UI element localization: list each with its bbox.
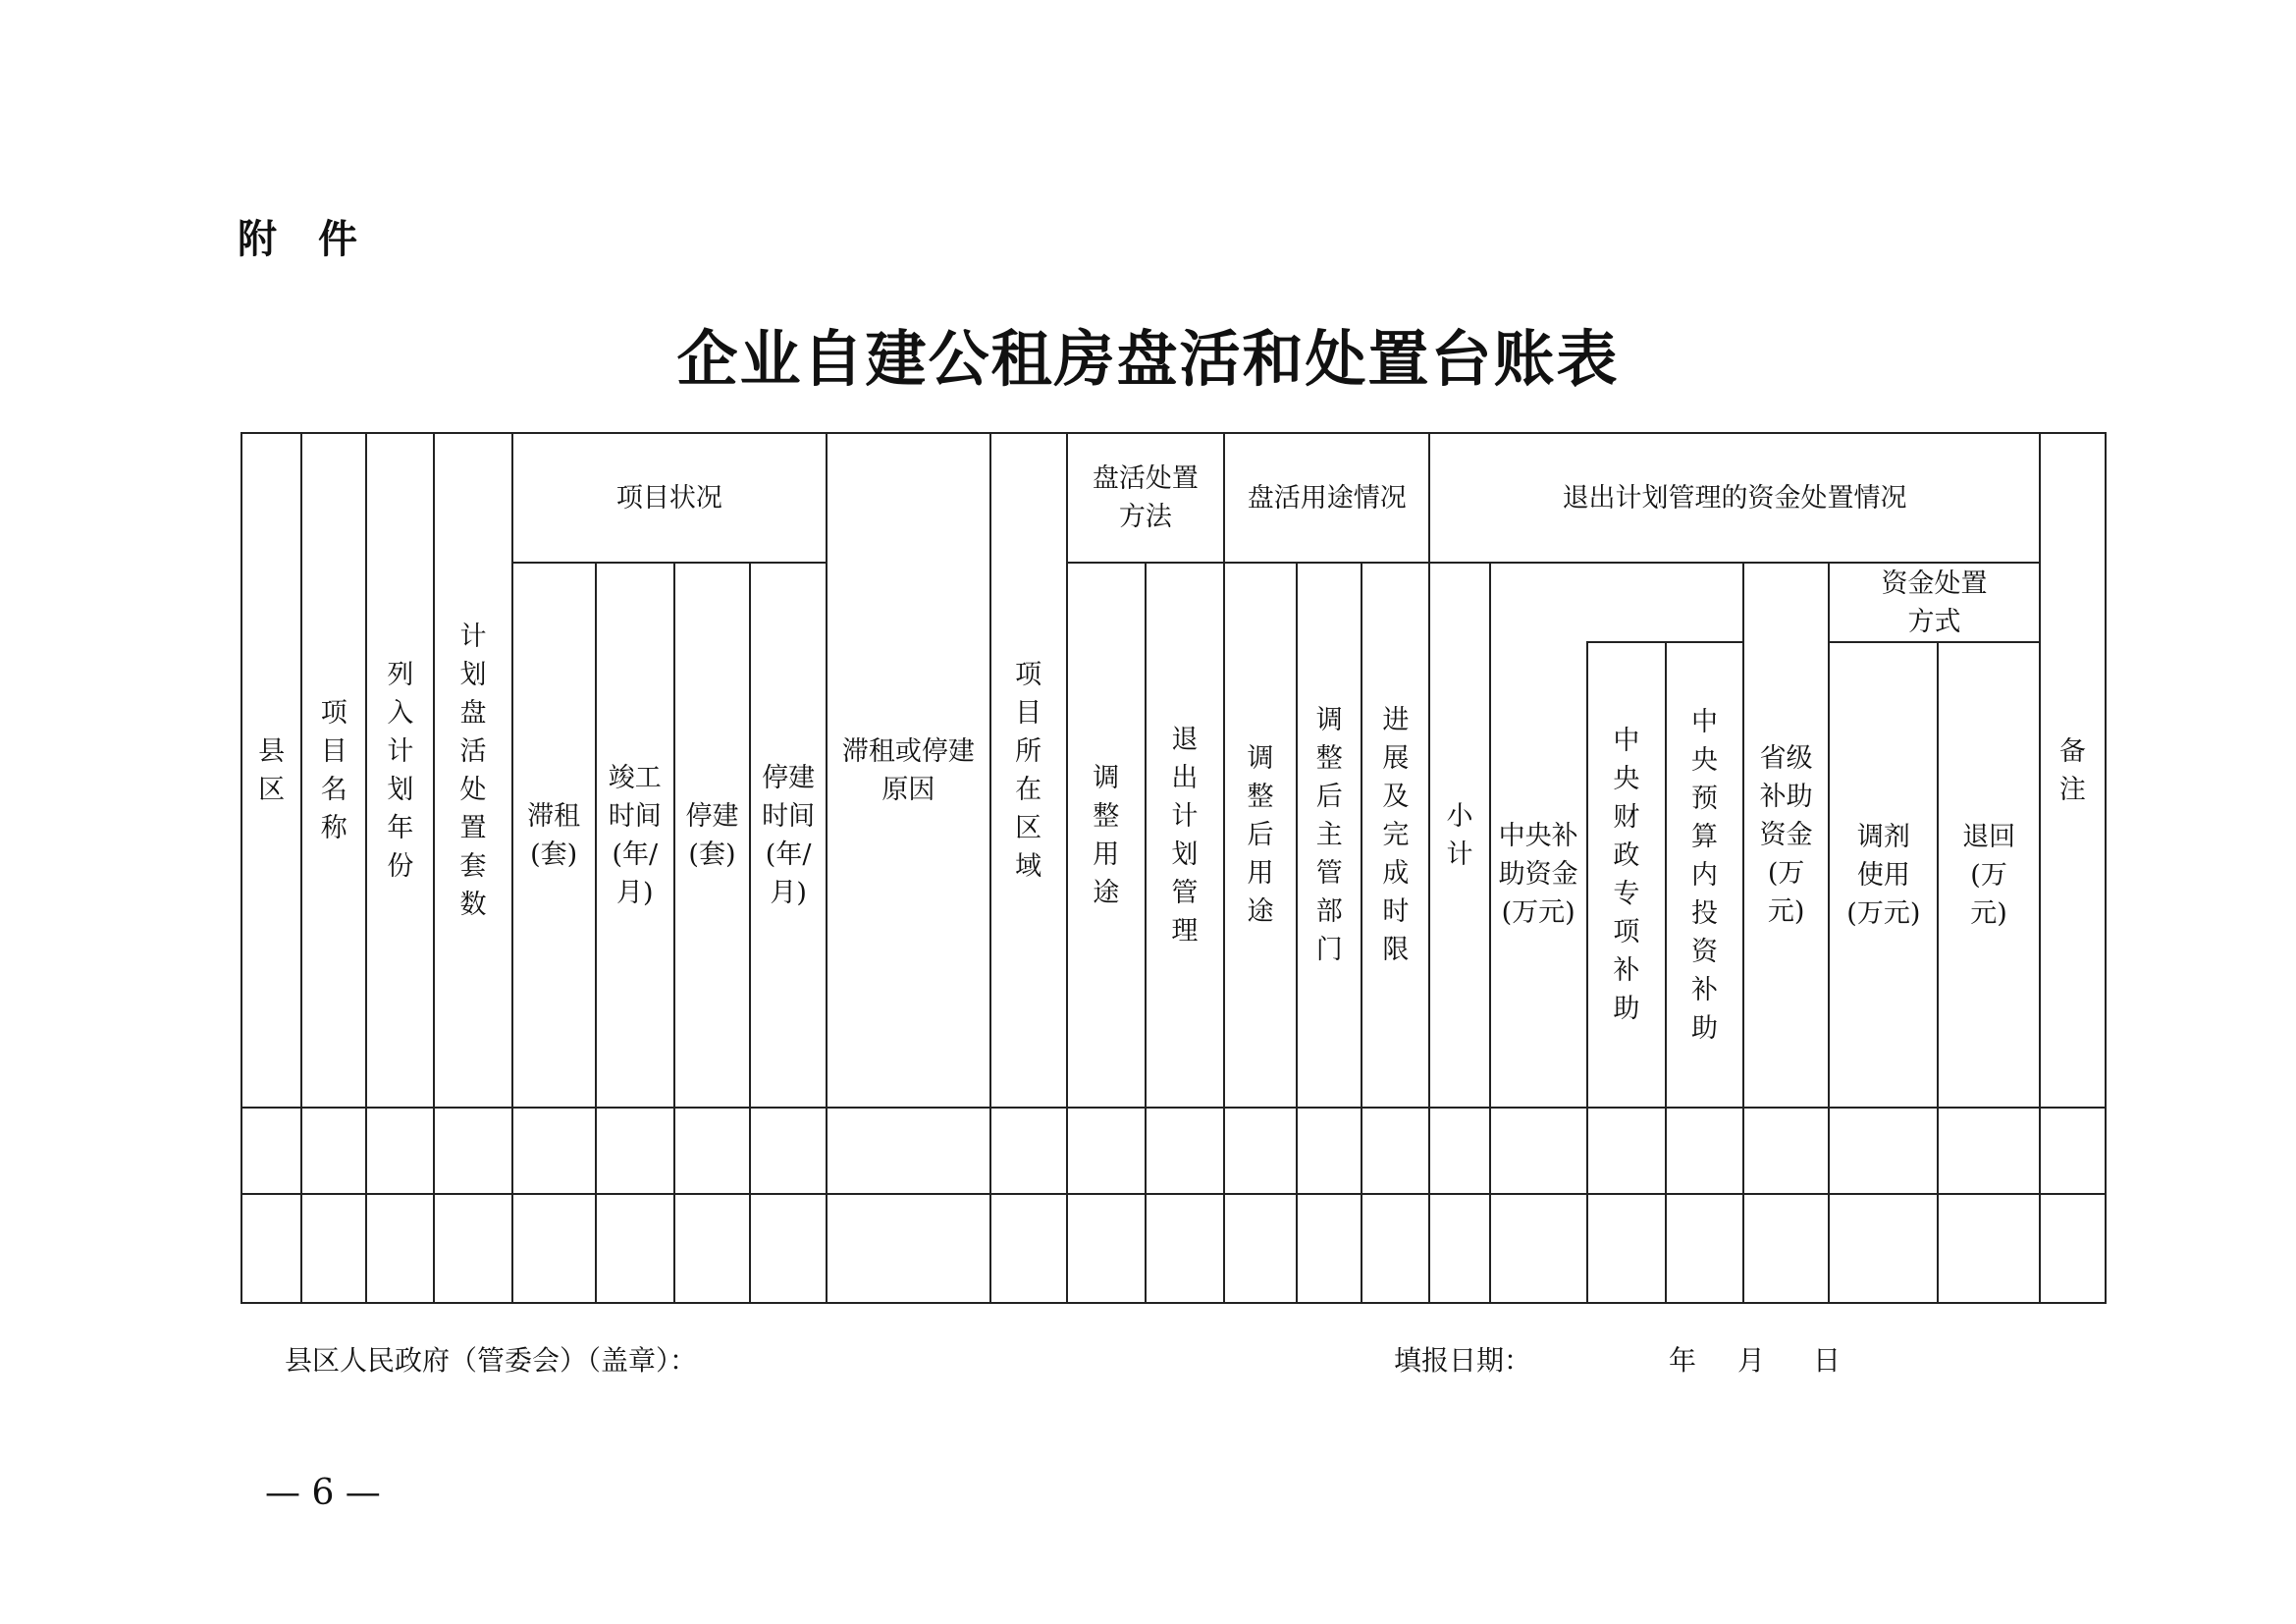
gov-seal-label: 县区人民政府（管委会）（盖章）： xyxy=(285,1344,698,1377)
header-exit-plan: 退出计划管理 xyxy=(1146,563,1224,1108)
date-day: 日 xyxy=(1813,1344,1842,1377)
header-use-status: 盘活用途情况 xyxy=(1224,433,1429,563)
header-vacant-sets: 滞租(套) xyxy=(512,563,596,1108)
header-project-status: 项目状况 xyxy=(512,433,828,563)
header-central-subsidy: 中央补助资金(万元) xyxy=(1490,642,1587,1108)
header-county: 县区 xyxy=(241,433,301,1108)
header-halted-sets: 停建(套) xyxy=(674,563,750,1108)
header-project-name: 项目名称 xyxy=(301,433,366,1108)
header-reason: 滞租或停建原因 xyxy=(827,433,989,1108)
header-adjust-use: 调整用途 xyxy=(1067,563,1146,1108)
table-row xyxy=(241,1108,2106,1194)
header-central-budget: 中央预算内投资补助 xyxy=(1666,642,1743,1108)
header-return: 退回(万元) xyxy=(1938,642,2039,1108)
attachment-label: 附 件 xyxy=(238,217,359,262)
header-central-fiscal: 中央财政专项补助 xyxy=(1587,642,1666,1108)
header-plan-year: 列入计划年份 xyxy=(366,433,434,1108)
date-year: 年 xyxy=(1669,1344,1697,1377)
header-fund-status: 退出计划管理的资金处置情况 xyxy=(1429,433,2039,563)
page-number: — 6 — xyxy=(265,1473,381,1513)
ledger-table xyxy=(240,432,2107,1304)
header-completion-time: 竣工时间(年/月) xyxy=(596,563,674,1108)
table-row xyxy=(241,1194,2106,1303)
date-month: 月 xyxy=(1737,1344,1766,1377)
header-plan-sets: 计划盘活处置套数 xyxy=(434,433,511,1108)
date-label: 填报日期： xyxy=(1394,1344,1532,1377)
header-progress: 进展及完成时限 xyxy=(1362,563,1429,1108)
header-reallocate: 调剂使用(万元) xyxy=(1829,642,1938,1108)
header-project-area: 项目所在区域 xyxy=(990,433,1067,1108)
header-remark: 备注 xyxy=(2040,433,2106,1108)
header-halt-time: 停建时间(年/月) xyxy=(750,563,827,1108)
header-method: 盘活处置方法 xyxy=(1067,433,1224,563)
header-fund-method: 资金处置方式 xyxy=(1829,563,2039,642)
header-provincial: 省级补助资金(万元) xyxy=(1743,563,1829,1108)
header-subtotal: 小计 xyxy=(1429,563,1489,1108)
header-adjusted-dept: 调整后主管部门 xyxy=(1297,563,1362,1108)
header-adjusted-use: 调整后用途 xyxy=(1224,563,1297,1108)
page-title: 企业自建公租房盘活和处置台账表 xyxy=(676,323,1620,395)
